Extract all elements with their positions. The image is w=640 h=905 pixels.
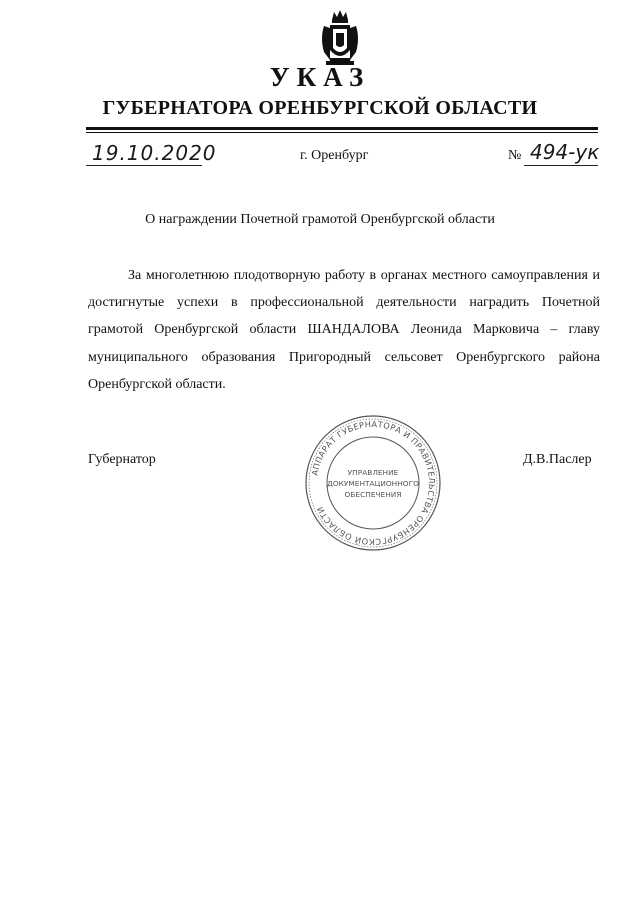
stamp-outer-text: АППАРАТ ГУБЕРНАТОРА И ПРАВИТЕЛЬСТВА ОРЕНБУРГСКОЙ ОБЛАСТИ	[309, 418, 438, 548]
svg-text:УПРАВЛЕНИЕ: УПРАВЛЕНИЕ	[347, 468, 399, 477]
signatory-position: Губернатор	[88, 452, 156, 467]
date-underline	[86, 165, 202, 166]
document-date: 19.10.2020	[92, 141, 217, 165]
number-underline	[524, 165, 598, 166]
document-body: За многолетнюю плодотворную работу в органах местного самоуправления и достигнутые успехи в профессиональной деятельности наградить Почетной грамотой Оренбургской области ШАНДАЛОВА Леонида Марковича – главу муниципального образования Пригородный сельсовет Оренбургского района Оренбургской области.	[88, 268, 600, 392]
document-heading: О награждении Почетной грамотой Оренбургской области	[145, 212, 495, 227]
svg-text:ДОКУМЕНТАЦИОННОГО: ДОКУМЕНТАЦИОННОГО	[327, 479, 419, 488]
number-sign: №	[508, 148, 522, 163]
document-title: УКАЗ	[269, 62, 371, 92]
document-subtitle: ГУБЕРНАТОРА ОРЕНБУРГСКОЙ ОБЛАСТИ	[102, 97, 538, 119]
svg-text:ОБЕСПЕЧЕНИЯ: ОБЕСПЕЧЕНИЯ	[344, 490, 402, 499]
header-rule-thin	[86, 132, 598, 133]
document-number: 494-ук	[530, 140, 600, 164]
header-rule-thick	[86, 127, 598, 130]
signatory-name: Д.В.Паслер	[523, 452, 592, 467]
official-stamp	[303, 413, 443, 553]
coat-of-arms-icon	[318, 8, 362, 68]
document-city: г. Оренбург	[300, 148, 369, 163]
